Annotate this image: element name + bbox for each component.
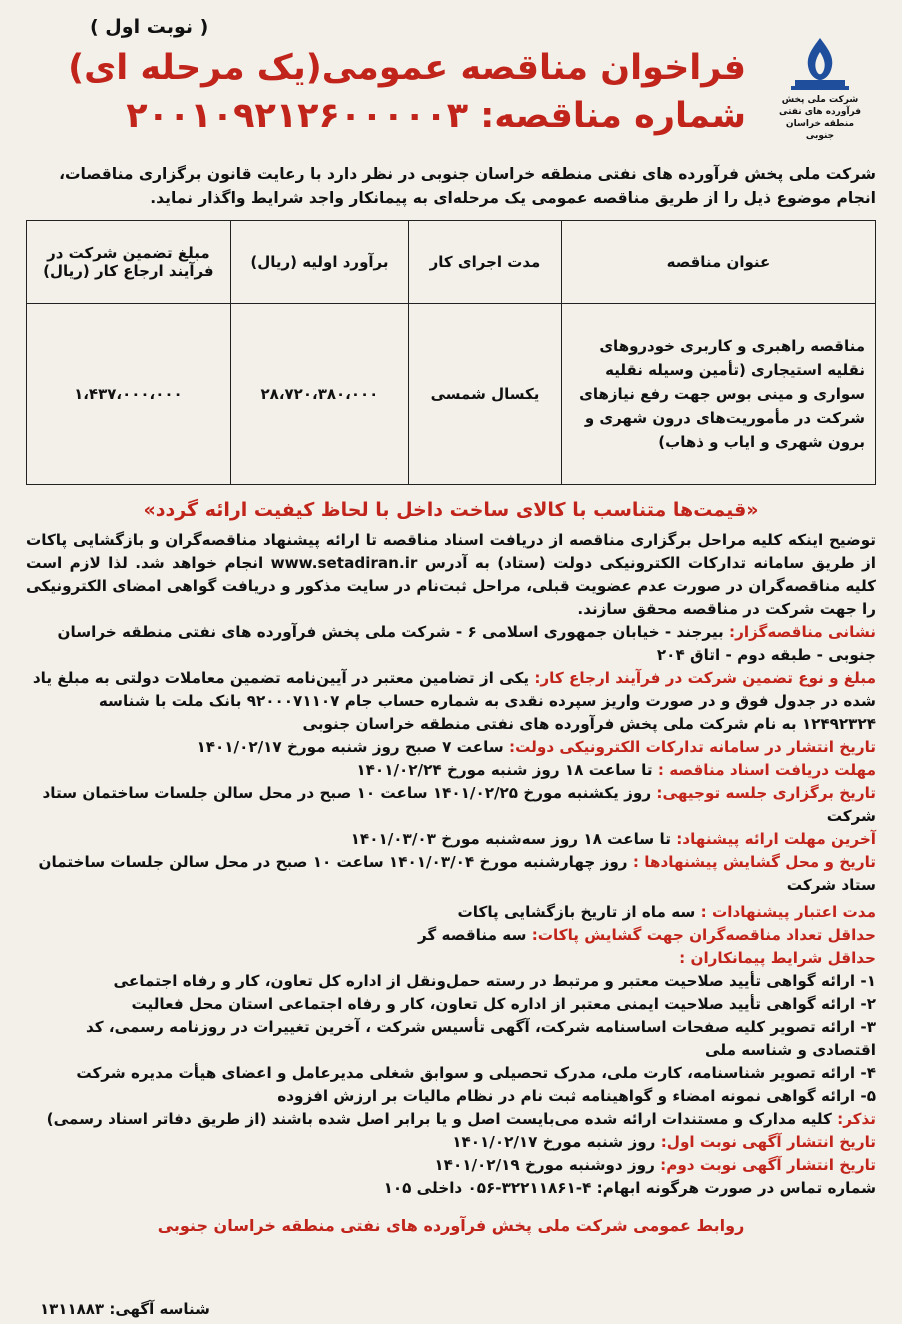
address-value: بیرجند - خیابان جمهوری اسلامی ۶ - شرکت ملی پخش فرآورده های نفتی منطقه خراسان جنوبی - طبقه دوم - اتاق ۲۰۴ xyxy=(57,623,876,664)
guarantee-value: یکی از تضامین معتبر در آیین‌نامه تضمین معاملات دولتی به مبلغ یاد شده در جدول فوق و در صورت واریز سپرده نقدی به شماره حساب جام ۹۲۰۰۰۷۱۱۰۷ بانک ملت با شناسه ۱۲۴۹۲۳۲۴ به نام شرکت ملی پخش فرآورده های نفتی منطقه خراسان جنوبی xyxy=(32,669,876,733)
header-duration: مدت اجرای کار xyxy=(409,221,562,304)
list-item: ۳- ارائه تصویر کلیه صفحات اساسنامه شرکت، آگهی تأسیس شرکت ، آخرین تغییرات در روزنامه رسمی، کد اقتصادی و شناسه ملی xyxy=(85,1018,876,1059)
reminder-value: کلیه مدارک و مستندات ارائه شده می‌بایست اصل و یا برابر اصل شده باشند (از طریق دفاتر اسناد رسمی) xyxy=(46,1110,832,1128)
opening-line xyxy=(26,851,876,897)
first-publish-line xyxy=(26,1131,876,1154)
explanation-paragraph: توضیح اینکه کلیه مراحل برگزاری مناقصه از دریافت اسناد مناقصه تا ارائه پیشنهاد مناقصه‌گران و بازگشایی پاکات از طریق سامانه تدارکات الکترونیکی دولت (ستاد) به آدرس www.setadiran.ir انجام خواهد شد. لذا لازم است کلیه مناقصه‌گران در صورت عدم عضویت قبلی، مراحل ثبت‌نام در سایت مذکور و دریافت گواهی امضای الکترونیکی را جهت شرکت در مناقصه محقق سازند. xyxy=(26,531,876,618)
validity-value: سه ماه از تاریخ بازگشایی پاکات xyxy=(457,903,696,921)
table-header-row xyxy=(27,221,876,304)
company-logo xyxy=(772,34,868,142)
publish-label: تاریخ انتشار در سامانه تدارکات الکترونیکی دولت: xyxy=(509,738,876,756)
round-label: ( نوبت اول ) xyxy=(90,16,209,38)
contact-line: شماره تماس در صورت هرگونه ابهام: ۴-۳۲۲۱۱۸۶۱-۰۵۶ داخلی ۱۰۵ xyxy=(383,1179,876,1197)
first-publish-value: روز شنبه مورخ ۱۴۰۱/۰۲/۱۷ xyxy=(452,1133,656,1151)
list-item: ۲- ارائه گواهی تأیید صلاحیت ایمنی معتبر از اداره کل تعاون، کار و رفاه اجتماعی استان محل فعالیت xyxy=(131,995,876,1013)
opening-value: روز چهارشنبه مورخ ۱۴۰۱/۰۳/۰۴ ساعت ۱۰ صبح در محل سالن جلسات ساختمان ستاد شرکت xyxy=(38,853,876,894)
table-row xyxy=(27,304,876,485)
header xyxy=(26,8,876,150)
guarantee-label: مبلغ و نوع تضمین شرکت در فرآیند ارجاع کار: xyxy=(534,669,876,687)
reminder-label: تذکر: xyxy=(837,1110,876,1128)
cell-guarantee: ۱،۴۳۷،۰۰۰،۰۰۰ xyxy=(27,304,231,485)
logo-caption: شرکت ملی پخش فرآورده های نفتی منطقه خراسان جنوبی xyxy=(778,95,862,141)
list-item: ۵- ارائه گواهی نمونه امضاء و گواهینامه ثبت نام در نظام مالیات بر ارزش افزوده xyxy=(277,1087,876,1105)
second-publish-label: تاریخ انتشار آگهی نوبت دوم: xyxy=(660,1156,876,1174)
list-item: ۴- ارائه تصویر شناسنامه، کارت ملی، مدرک تحصیلی و سوابق شغلی مدیرعامل و اعضای هیأت مدیره شرکت xyxy=(76,1064,876,1082)
conditions-list xyxy=(26,970,876,1108)
briefing-label: تاریخ برگزاری جلسه توجیهی: xyxy=(656,784,876,802)
guarantee-line xyxy=(26,667,876,736)
conditions-label: حداقل شرایط پیمانکاران : xyxy=(679,949,876,967)
publish-value: ساعت ۷ صبح روز شنبه مورخ ۱۴۰۱/۰۲/۱۷ xyxy=(196,738,504,756)
header-subject: عنوان مناقصه xyxy=(561,221,875,304)
deadline-value: تا ساعت ۱۸ روز سه‌شنبه مورخ ۱۴۰۱/۰۳/۰۳ xyxy=(350,830,671,848)
conditions-heading xyxy=(26,947,876,970)
intro-paragraph: شرکت ملی پخش فرآورده های نفتی منطقه خراسان جنوبی در نظر دارد با رعایت قانون برگزاری مناقصات، انجام موضوع ذیل را از طریق مناقصه عمومی یک مرحله‌ای به پیمانکار واجد شرایط واگذار نماید. xyxy=(59,165,876,207)
oil-flame-logo-icon xyxy=(785,34,855,92)
public-relations-footer: روابط عمومی شرکت ملی پخش فرآورده های نفتی منطقه خراسان جنوبی xyxy=(157,1216,745,1235)
notice-title: فراخوان مناقصه عمومی(یک مرحله ای) xyxy=(68,48,746,88)
receive-value: تا ساعت ۱۸ روز شنبه مورخ ۱۴۰۱/۰۲/۲۴ xyxy=(356,761,653,779)
min-bidders-line xyxy=(26,924,876,947)
publish-line xyxy=(26,736,876,759)
second-publish-value: روز دوشنبه مورخ ۱۴۰۱/۰۲/۱۹ xyxy=(434,1156,655,1174)
min-bidders-value: سه مناقصه گر xyxy=(417,926,527,944)
ad-id: شناسه آگهی: ۱۳۱۱۸۸۳ xyxy=(40,1300,210,1318)
tender-number: شماره مناقصه: ۲۰۰۱۰۹۲۱۲۶۰۰۰۰۰۳ xyxy=(126,96,746,136)
briefing-line xyxy=(26,782,876,828)
opening-label: تاریخ و محل گشایش پیشنهادها : xyxy=(632,853,876,871)
cell-duration: یکسال شمسی xyxy=(409,304,562,485)
deadline-label: آخرین مهلت ارائه پیشنهاد: xyxy=(676,830,876,848)
cell-estimate: ۲۸،۷۲۰،۳۸۰،۰۰۰ xyxy=(230,304,408,485)
briefing-value: روز یکشنبه مورخ ۱۴۰۱/۰۲/۲۵ ساعت ۱۰ صبح در محل سالن جلسات ساختمان ستاد شرکت xyxy=(42,784,876,825)
header-guarantee: مبلغ تضمین شرکت در فرآیند ارجاع کار (ریال) xyxy=(27,221,231,304)
receive-line xyxy=(26,759,876,782)
first-publish-label: تاریخ انتشار آگهی نوبت اول: xyxy=(660,1133,876,1151)
cell-subject: مناقصه راهبری و کاربری خودروهای نقلیه استیجاری (تأمین وسیله نقلیه سواری و مینی بوس جهت رفع نیازهای شرکت در مأموریت‌های درون شهری و برون شهری و ایاب و ذهاب) xyxy=(561,304,875,485)
deadline-line xyxy=(26,828,876,851)
validity-label: مدت اعتبار پیشنهادات : xyxy=(700,903,876,921)
address-line xyxy=(26,621,876,667)
reminder-line xyxy=(26,1108,876,1131)
address-label: نشانی مناقصه‌گزار: xyxy=(729,623,876,641)
header-estimate: برآورد اولیه (ریال) xyxy=(230,221,408,304)
list-item: ۱- ارائه گواهی تأیید صلاحیت معتبر و مرتبط در رسته حمل‌ونقل از اداره کل تعاون، کار و رفاه اجتماعی xyxy=(113,972,876,990)
tender-table xyxy=(26,220,876,485)
min-bidders-label: حداقل تعداد مناقصه‌گران جهت گشایش پاکات: xyxy=(531,926,876,944)
validity-line xyxy=(26,901,876,924)
second-publish-line xyxy=(26,1154,876,1177)
slogan: «قیمت‌ها متناسب با کالای ساخت داخل با لحاظ کیفیت ارائه گردد» xyxy=(143,499,759,521)
receive-label: مهلت دریافت اسناد مناقصه : xyxy=(657,761,876,779)
